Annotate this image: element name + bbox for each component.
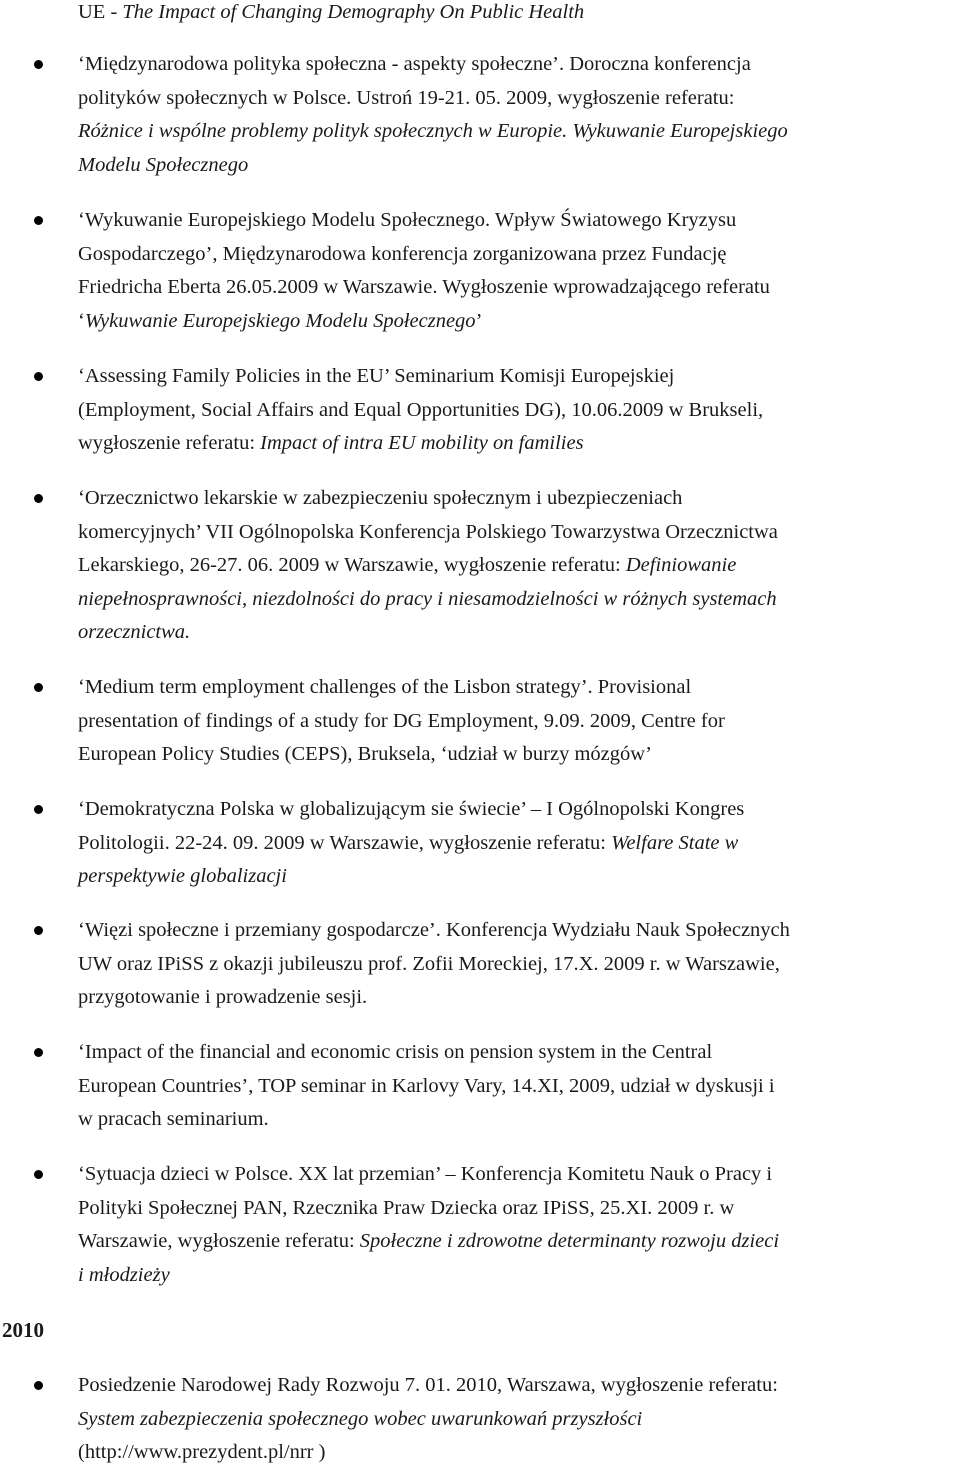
list-item-line (78, 796, 744, 822)
header-line (78, 0, 584, 25)
list-item-line (78, 830, 738, 856)
bullet-icon (34, 926, 43, 935)
text-run: w pracach seminarium. (78, 1108, 269, 1130)
text-run: polityków społecznych w Polsce. Ustroń 19-21. 05. 2009, wygłoszenie referatu: (78, 87, 735, 109)
text-run: Posiedzenie Narodowej Rady Rozwoju 7. 01. 2010, Warszawa, wygłoszenie referatu: (78, 1374, 778, 1396)
list-item-line (78, 1106, 269, 1132)
text-run: komercyjnych’ VII Ogólnopolska Konferencja Polskiego Towarzystwa Orzecznictwa (78, 521, 778, 543)
bullet-icon (34, 805, 43, 814)
list-item-line (78, 984, 367, 1010)
italic-text: Definiowanie (625, 554, 737, 576)
list-item-line (78, 85, 734, 111)
text-run: przygotowanie i prowadzenie sesji. (78, 986, 368, 1008)
italic-text: Welfare State w (611, 832, 739, 854)
text-run: ‘Impact of the financial and economic crisis on pension system in the Central (78, 1041, 713, 1063)
bullet-icon (34, 216, 43, 225)
bullet-icon (34, 60, 43, 69)
italic-text: The Impact of Changing Demography On Public Health (122, 1, 585, 23)
list-item-line (78, 1073, 775, 1099)
list-item-line (78, 1262, 170, 1288)
year-heading: 2010 (2, 1318, 44, 1342)
list-item-line (78, 118, 788, 144)
text-run: Lekarskiego, 26-27. 06. 2009 w Warszawie, wygłoszenie referatu: (78, 554, 626, 576)
bullet-icon (34, 1170, 43, 1179)
text-run: Polityki Społecznej PAN, Rzecznika Praw Dziecka oraz IPiSS, 25.XI. 2009 r. w (78, 1197, 735, 1219)
text-run: ‘Medium term employment challenges of the Lisbon strategy’. Provisional (78, 676, 692, 698)
text-run: ‘Więzi społeczne i przemiany gospodarcze’. Konferencja Wydziału Nauk Społecznych (78, 919, 790, 941)
list-item-line (78, 241, 727, 267)
text-run: Gospodarczego’, Międzynarodowa konferencja zorganizowana przez Fundację (78, 243, 727, 265)
text-run: ‘Międzynarodowa polityka społeczna - aspekty społeczne’. Doroczna konferencja (78, 53, 751, 75)
list-item-line (78, 1406, 642, 1432)
italic-text: perspektywie globalizacji (78, 865, 287, 887)
text-run: (http://www.prezydent.pl/nrr ) (78, 1441, 326, 1463)
list-item-line (78, 274, 770, 300)
text-run: ‘Assessing Family Policies in the EU’ Seminarium Komisji Europejskiej (78, 365, 675, 387)
text-run: Politologii. 22-24. 09. 2009 w Warszawie, wygłoszenie referatu: (78, 832, 612, 854)
text-run: ‘Wykuwanie Europejskiego Modelu Społecznego. Wpływ Światowego Kryzysu (78, 209, 737, 231)
list-item-line (78, 51, 751, 77)
bullet-icon (34, 494, 43, 503)
list-item-line (78, 552, 736, 578)
text-run: wygłoszenie referatu: (78, 432, 261, 454)
list-item-line (78, 1161, 772, 1187)
text-run: ’ (475, 310, 483, 332)
italic-text: niepełnosprawności, niezdolności do pracy i niesamodzielności w różnych systemach (78, 588, 777, 610)
list-item-line (78, 430, 584, 456)
text-run: ‘ (78, 310, 85, 332)
list-item-line (78, 1195, 734, 1221)
italic-text: i młodzieży (78, 1264, 170, 1286)
list-item-line (78, 917, 790, 943)
italic-text: Różnice i wspólne problemy polityk społecznych w Europie. Wykuwanie Europejskiego (78, 120, 788, 142)
text-run: ‘Demokratyczna Polska w globalizującym sie świecie’ – I Ogólnopolski Kongres (78, 798, 745, 820)
bullet-icon (34, 1048, 43, 1057)
text-run: Warszawie, wygłoszenie referatu: (78, 1230, 360, 1252)
list-item-line (78, 708, 725, 734)
text-run: UE - (78, 1, 123, 23)
bullet-icon (34, 372, 43, 381)
list-item-line (78, 485, 682, 511)
list-item-line (78, 863, 287, 889)
list-item-line (78, 741, 652, 767)
text-run: (Employment, Social Affairs and Equal Opportunities DG), 10.06.2009 w Brukseli, (78, 399, 764, 421)
text-run: Friedricha Eberta 26.05.2009 w Warszawie. Wygłoszenie wprowadzającego referatu (78, 276, 770, 298)
list-item-line (78, 363, 674, 389)
list-item-line (78, 619, 190, 645)
text-run: ‘Orzecznictwo lekarskie w zabezpieczeniu społecznym i ubezpieczeniach (78, 487, 683, 509)
list-item-line (78, 207, 736, 233)
list-item-line (78, 586, 777, 612)
list-item-line (78, 1439, 325, 1465)
bullet-icon (34, 1381, 43, 1390)
italic-text: Społeczne i zdrowotne determinanty rozwoju dzieci (359, 1230, 780, 1252)
list-item-line (78, 1228, 779, 1254)
italic-text: Impact of intra EU mobility on families (260, 432, 584, 454)
italic-text: orzecznictwa. (78, 621, 191, 643)
list-item-line (78, 674, 691, 700)
list-item-line (78, 1039, 712, 1065)
italic-text: Wykuwanie Europejskiego Modelu Społecznego (84, 310, 476, 332)
italic-text: Modelu Społecznego (78, 154, 249, 176)
list-item-line (78, 1372, 778, 1398)
list-item-line (78, 308, 482, 334)
list-item-line (78, 152, 248, 178)
italic-text: System zabezpieczenia społecznego wobec uwarunkowań przyszłości (78, 1408, 643, 1430)
list-item-line (78, 397, 763, 423)
bullet-icon (34, 683, 43, 692)
text-run: presentation of findings of a study for DG Employment, 9.09. 2009, Centre for (78, 710, 725, 732)
text-run: European Countries’, TOP seminar in Karlovy Vary, 14.XI, 2009, udział w dyskusji i (78, 1075, 775, 1097)
list-item-line (78, 951, 780, 977)
text-run: European Policy Studies (CEPS), Bruksela, ‘udział w burzy mózgów’ (78, 743, 652, 765)
text-run: ‘Sytuacja dzieci w Polsce. XX lat przemian’ – Konferencja Komitetu Nauk o Pracy i (78, 1163, 773, 1185)
list-item-line (78, 519, 778, 545)
text-run: UW oraz IPiSS z okazji jubileuszu prof. Zofii Moreckiej, 17.X. 2009 r. w Warszawie, (78, 953, 780, 975)
